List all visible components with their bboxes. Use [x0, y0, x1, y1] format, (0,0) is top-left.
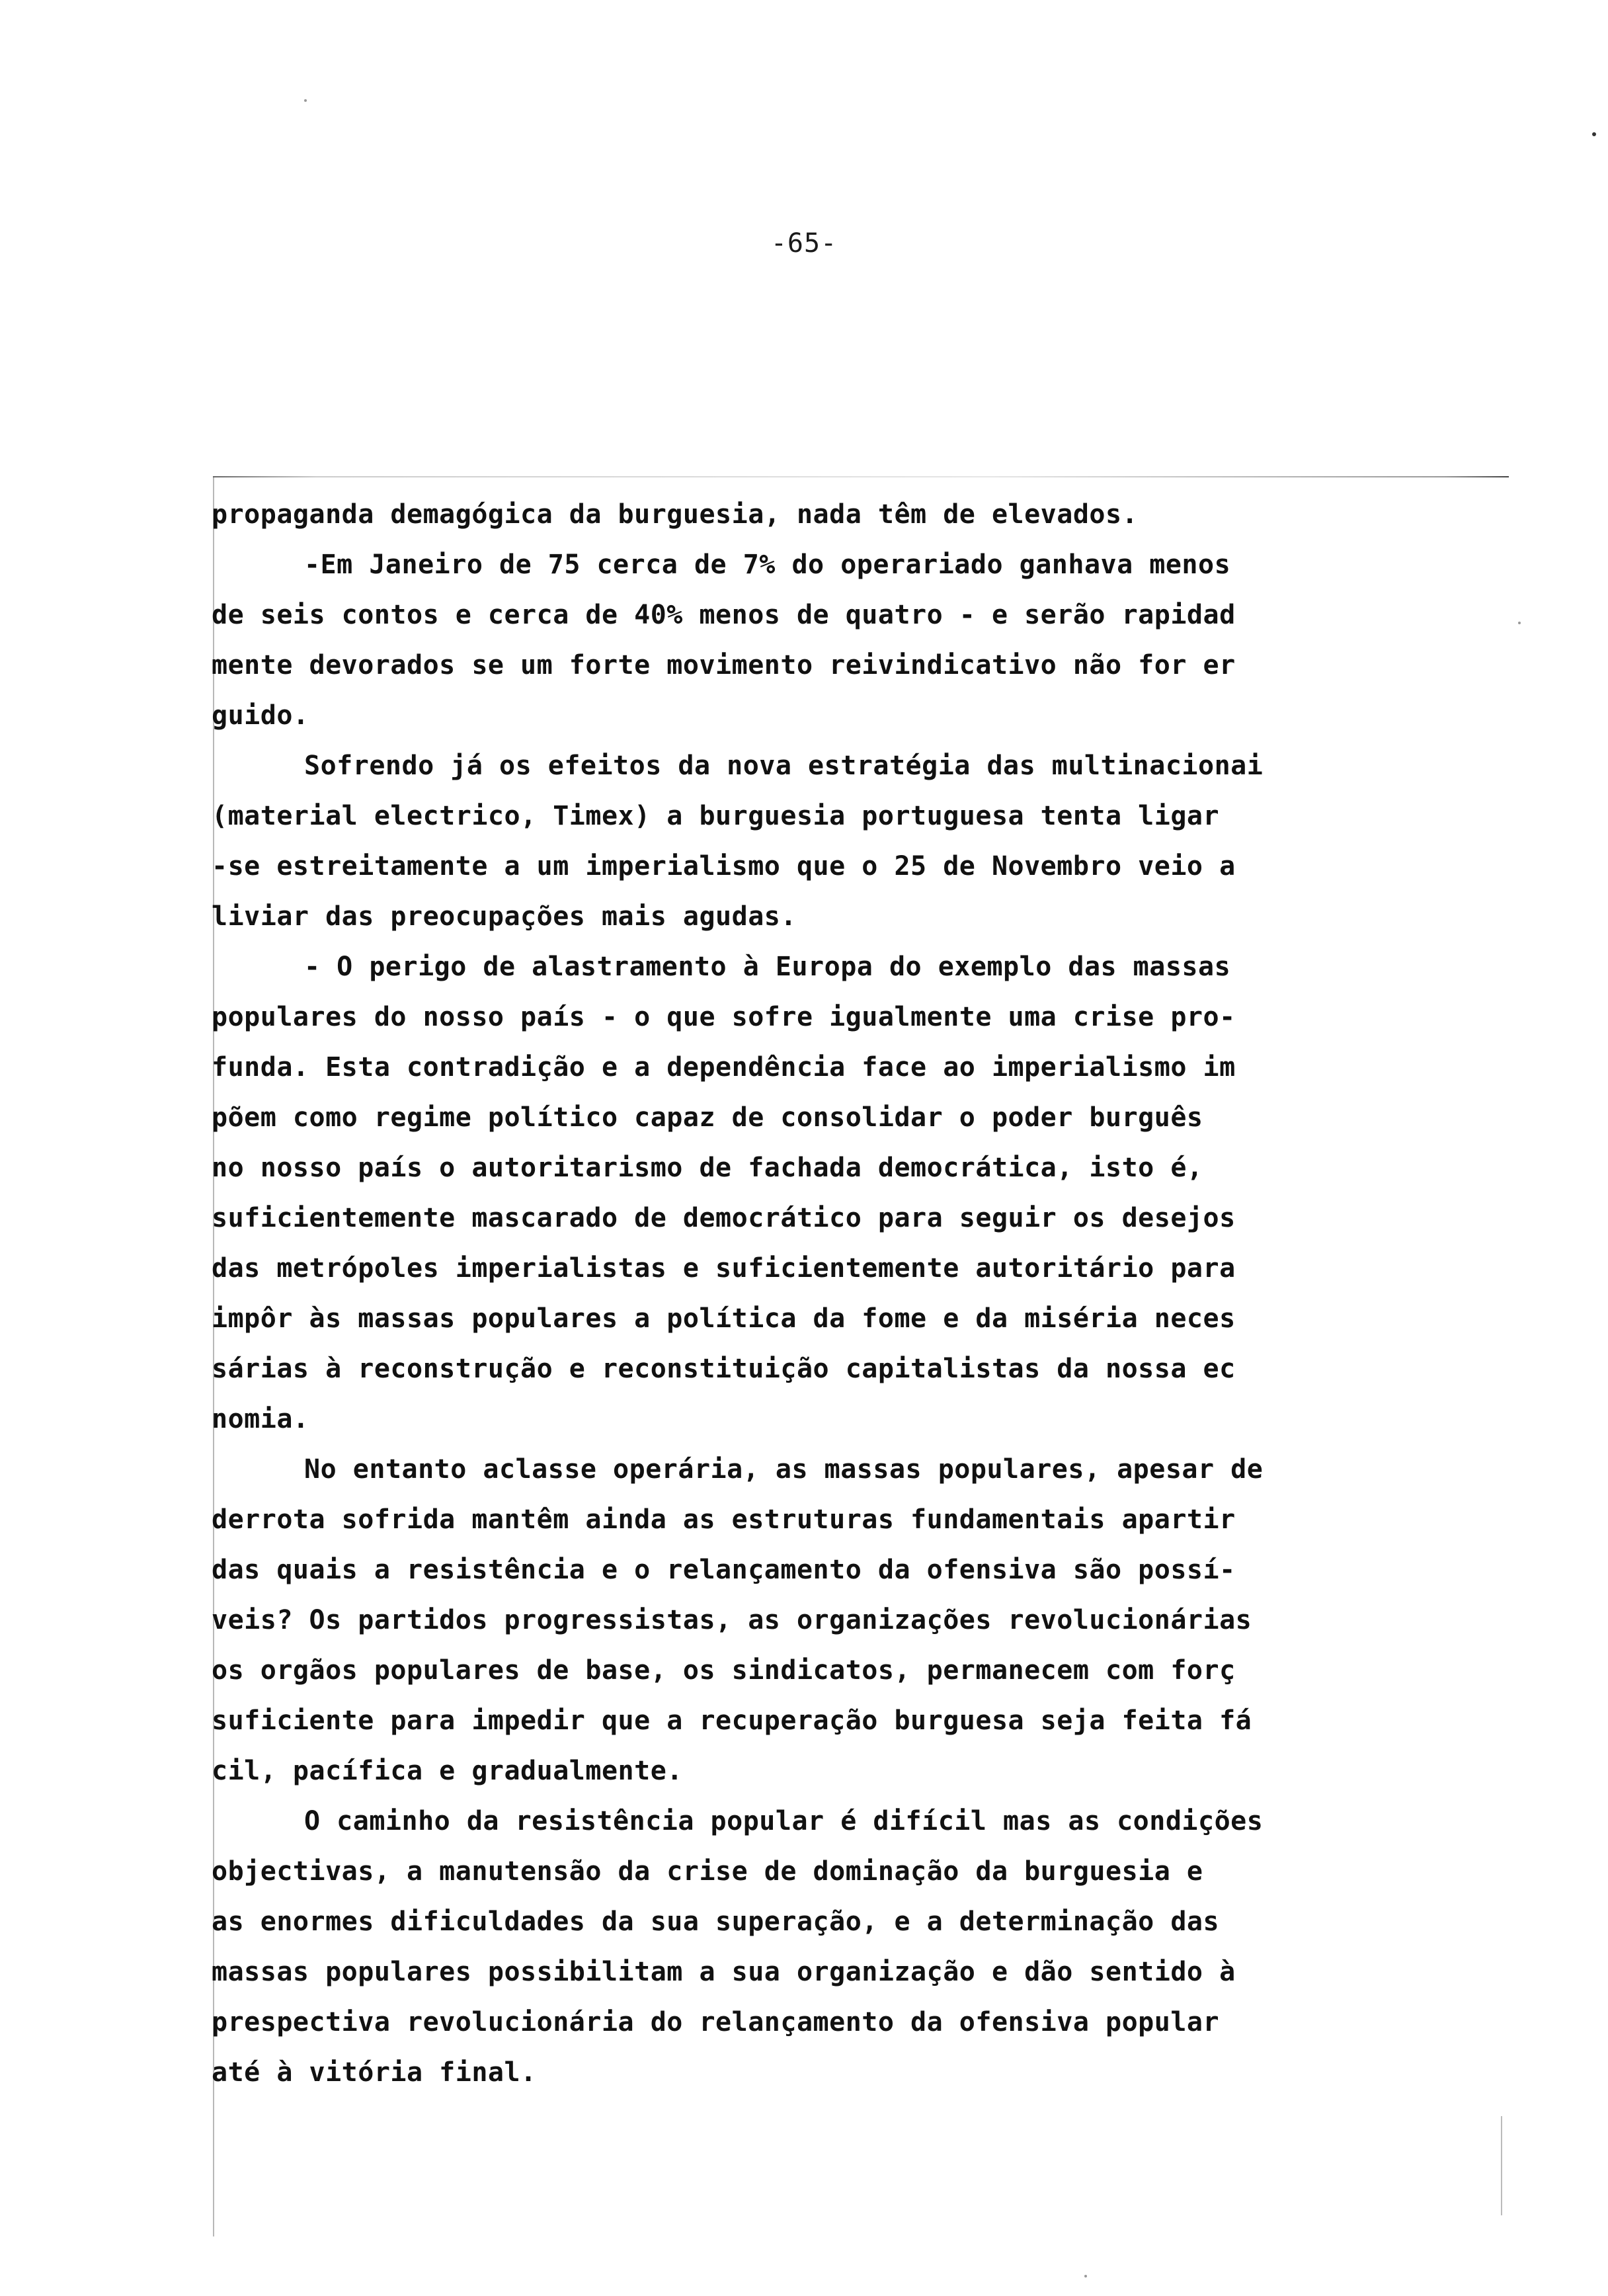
text-line: populares do nosso país - o que sofre igualmente uma crise pro-	[212, 1002, 1236, 1032]
page-number: -65-	[770, 228, 838, 259]
text-line: derrota sofrida mantêm ainda as estruturas fundamentais apartir	[212, 1504, 1236, 1535]
text-line: - O perigo de alastramento à Europa do exemplo das massas	[304, 952, 1231, 982]
body-text	[212, 489, 1508, 2098]
text-line: das metrópoles imperialistas e suficientemente autoritário para	[212, 1253, 1236, 1284]
text-line: até à vitória final.	[212, 2057, 537, 2088]
text-line: cil, pacífica e gradualmente.	[212, 1756, 683, 1786]
scan-speck	[1518, 622, 1521, 624]
text-line: prespectiva revolucionária do relançamento da ofensiva popular	[212, 2007, 1220, 2037]
text-line: sárias à reconstrução e reconstituição capitalistas da nossa ec	[212, 1354, 1236, 1384]
text-line: as enormes dificuldades da sua superação, e a determinação das	[212, 1906, 1220, 1937]
text-line: impôr às massas populares a política da fome e da miséria neces	[212, 1303, 1236, 1334]
text-line: suficiente para impedir que a recuperação burguesa seja feita fá	[212, 1705, 1252, 1736]
margin-mark	[1592, 132, 1596, 136]
page-frame-right-rule	[1501, 2116, 1502, 2215]
text-line: mente devorados se um forte movimento reivindicativo não for er	[212, 650, 1236, 680]
text-line: de seis contos e cerca de 40% menos de quatro - e serão rapidad	[212, 600, 1236, 630]
text-line: objectivas, a manutensão da crise de dominação da burguesia e	[212, 1856, 1203, 1887]
text-line: os orgãos populares de base, os sindicatos, permanecem com forç	[212, 1655, 1236, 1686]
text-line: suficientemente mascarado de democrático para seguir os desejos	[212, 1203, 1236, 1233]
text-line: das quais a resistência e o relançamento da ofensiva são possí-	[212, 1555, 1236, 1585]
text-line: Sofrendo já os efeitos da nova estratégia das multinacionai	[304, 751, 1264, 781]
text-line: No entanto aclasse operária, as massas populares, apesar de	[304, 1454, 1264, 1485]
text-line: guido.	[212, 700, 309, 731]
text-line: -se estreitamente a um imperialismo que o 25 de Novembro veio a	[212, 851, 1236, 882]
text-line: põem como regime político capaz de consolidar o poder burguês	[212, 1102, 1203, 1133]
text-line: liviar das preocupações mais agudas.	[212, 901, 797, 932]
text-line: (material electrico, Timex) a burguesia portuguesa tenta ligar	[212, 801, 1220, 831]
text-line: -Em Janeiro de 75 cerca de 7% do operariado ganhava menos	[304, 550, 1231, 580]
text-line: funda. Esta contradição e a dependência face ao imperialismo im	[212, 1052, 1236, 1083]
text-line: O caminho da resistência popular é difícil mas as condições	[304, 1806, 1264, 1836]
text-line: propaganda demagógica da burguesia, nada têm de elevados.	[212, 499, 1139, 530]
text-line: veis? Os partidos progressistas, as organizações revolucionárias	[212, 1605, 1252, 1635]
text-line: massas populares possibilitam a sua organização e dão sentido à	[212, 1957, 1236, 1987]
text-line: nomia.	[212, 1404, 309, 1434]
scan-speck	[304, 99, 307, 102]
scan-speck	[1084, 2275, 1087, 2277]
text-line: no nosso país o autoritarismo de fachada democrática, isto é,	[212, 1153, 1203, 1183]
page-frame-top-rule	[213, 476, 1509, 477]
